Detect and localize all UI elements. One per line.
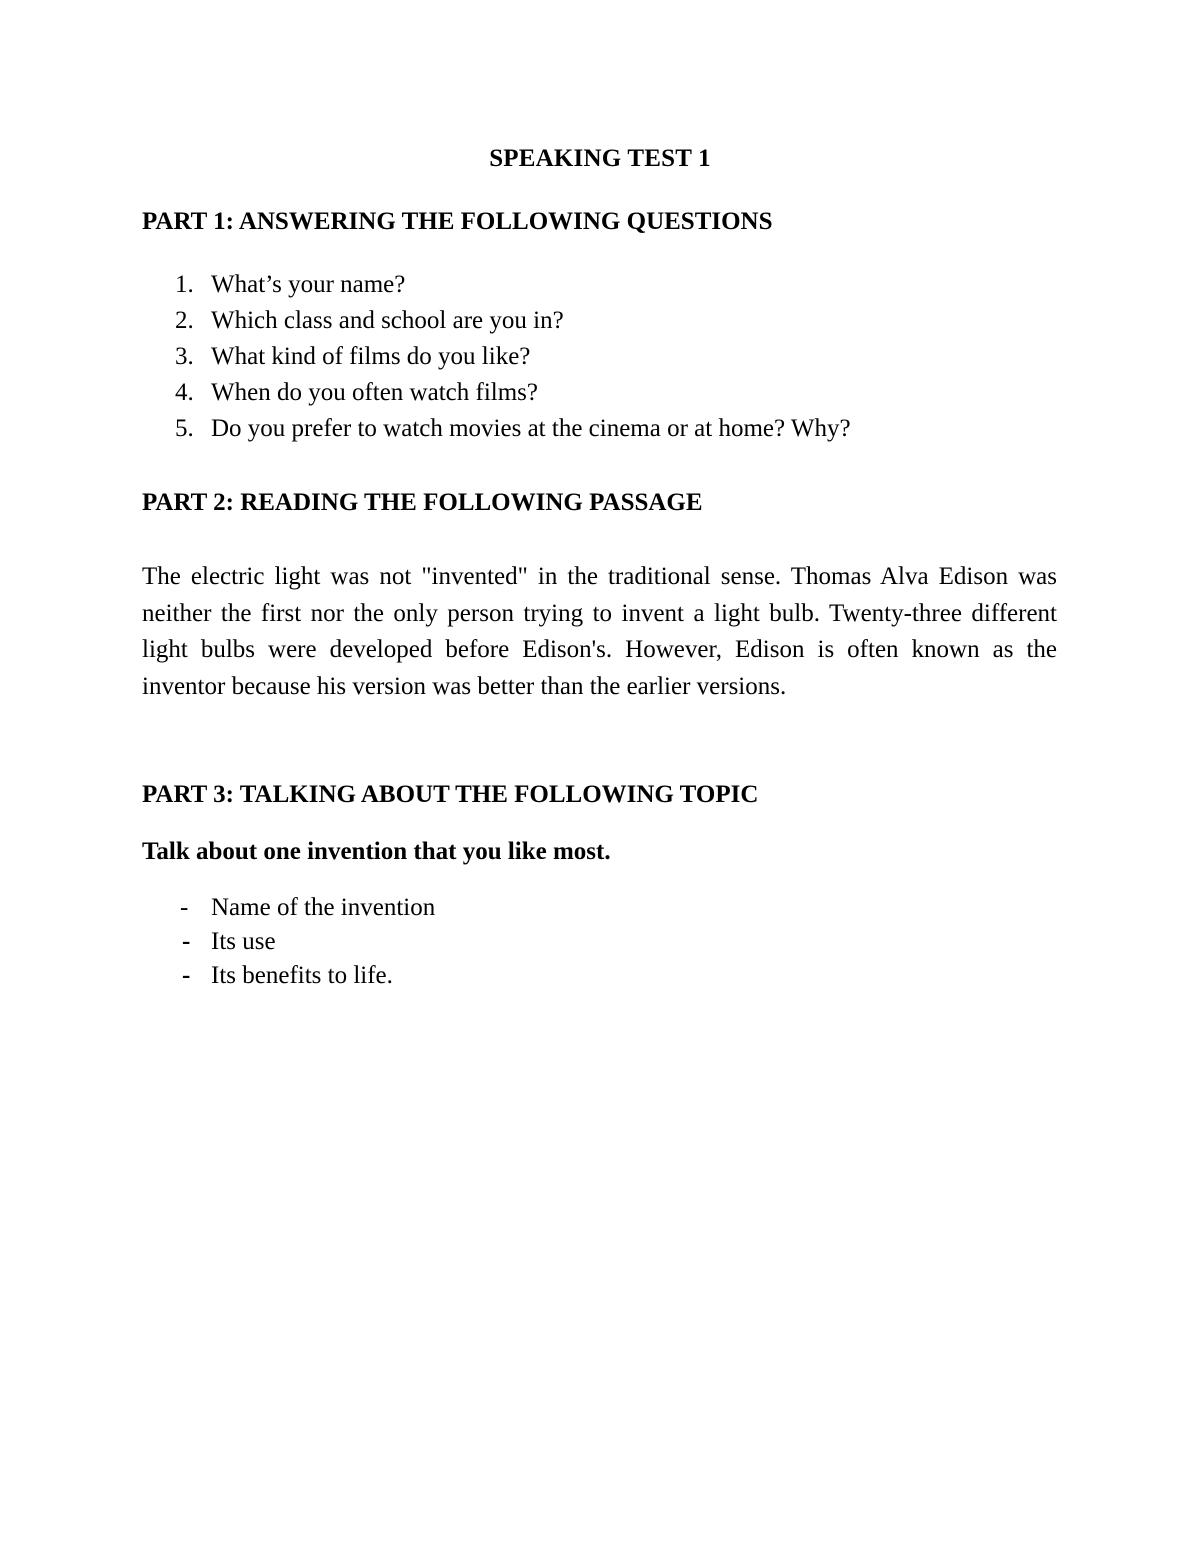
part3-heading: PART 3: TALKING ABOUT THE FOLLOWING TOPIC (142, 781, 759, 808)
part2-heading: PART 2: READING THE FOLLOWING PASSAGE (142, 489, 703, 516)
question-text: Do you prefer to watch movies at the cinema or at home? Why? (211, 415, 851, 442)
part1-heading: PART 1: ANSWERING THE FOLLOWING QUESTIONS (142, 208, 773, 235)
question-text: What kind of films do you like? (211, 343, 531, 370)
question-text: What’s your name? (211, 271, 406, 298)
question-number: 4. (175, 379, 194, 406)
bullet-dash: - (182, 928, 191, 955)
question-text: Which class and school are you in? (211, 307, 564, 334)
topic-prompt: Talk about one invention that you like most. (142, 838, 611, 865)
bullet-text: Name of the invention (211, 894, 436, 921)
question-number: 2. (175, 307, 194, 334)
bullet-text: Its benefits to life. (211, 962, 393, 989)
reading-passage: The electric light was not "invented" in the traditional sense. Thomas Alva Edison was neither the first nor the only person trying to invent a light bulb. Twenty-three different light bulbs were developed before Edison's. However, Edison is often known as the inventor because his version was better than the earlier versions. (142, 563, 1057, 701)
document-title: SPEAKING TEST 1 (489, 145, 711, 172)
bullet-text: Its use (211, 928, 276, 955)
question-number: 1. (175, 271, 194, 298)
bullet-dash: - (182, 962, 191, 989)
bullet-dash: - (180, 894, 189, 921)
question-text: When do you often watch films? (211, 379, 538, 406)
question-number: 3. (175, 343, 194, 370)
question-number: 5. (175, 415, 194, 442)
